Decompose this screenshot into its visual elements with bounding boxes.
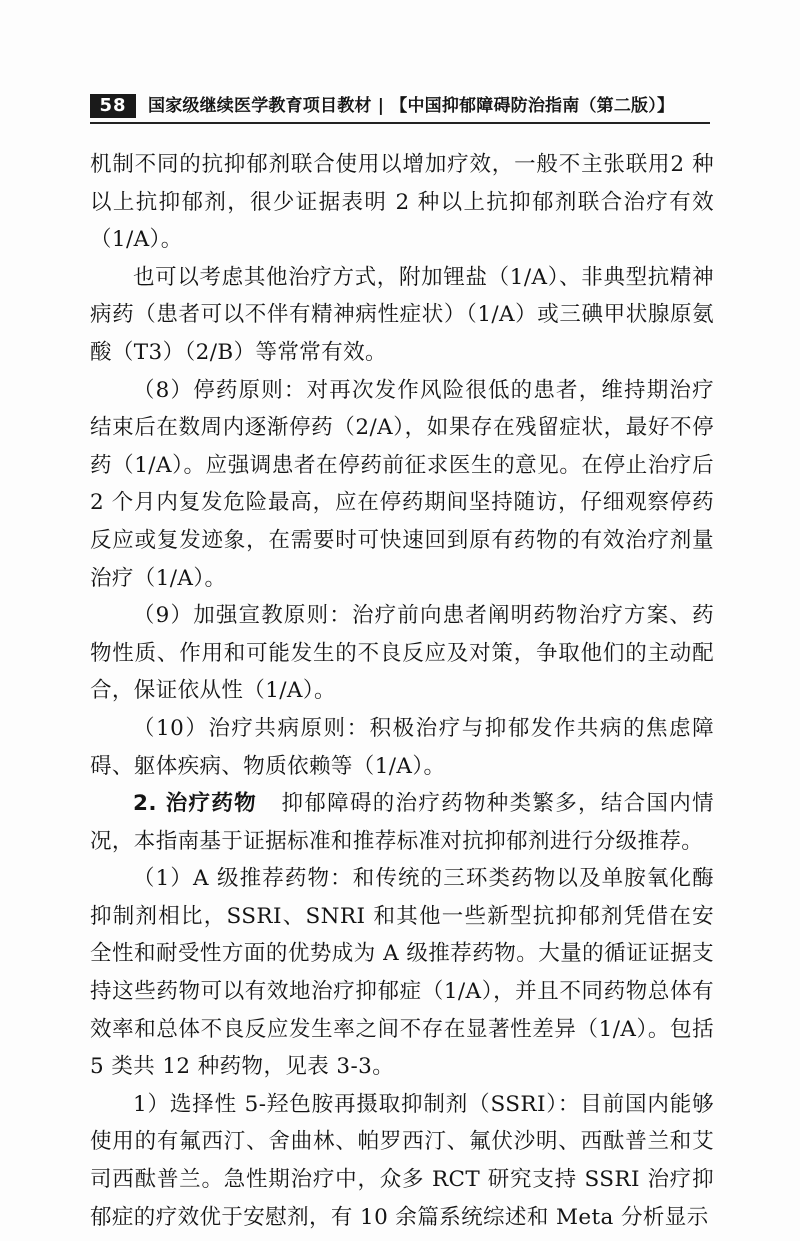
paragraph-2-text: 也可以考虑其他治疗方式，附加锂盐（1/A）、非典型抗精神病药（患者可以不伴有精神病性症状）（1/A）或三碘甲状腺原氨酸（T3）（2/B）等常常有效。 xyxy=(90,264,714,365)
paragraph-1 xyxy=(90,146,714,259)
paragraph-4 xyxy=(90,597,714,710)
paragraph-5-text: （10）治疗共病原则：积极治疗与抑郁发作共病的焦虑障碍、躯体疾病、物质依赖等（1/A）。 xyxy=(90,715,714,779)
paragraph-6-text: 抑郁障碍的治疗药物种类繁多，结合国内情况，本指南基于证据标准和推荐标准对抗抑郁剂进行分级推荐。 xyxy=(90,791,714,854)
paragraph-1-text: 机制不同的抗抑郁剂联合使用以增加疗效，一般不主张联用2 种以上抗抑郁剂，很少证据表明 2 种以上抗抑郁剂联合治疗有效（1/A）。 xyxy=(90,152,714,253)
page-number-badge: 58 xyxy=(90,94,136,118)
paragraph-7-text: （1）A 级推荐药物：和传统的三环类药物以及单胺氧化酶抑制剂相比，SSRI、SNRI 和其他一些新型抗抑郁剂凭借在安全性和耐受性方面的优势成为 A 级推荐药物。大量的循证证据支持这些药物可以有效地治疗抑郁症（1/A），并且不同药物总体有效率和总体不良反应发生率之间不存在显著性差异（1/A）。包括 5 类共 12 种药物，见表 3-3。 xyxy=(90,866,714,1080)
paragraph-8-text: 1）选择性 5-羟色胺再摄取抑制剂（SSRI）：目前国内能够使用的有氟西汀、舍曲林、帕罗西汀、氟伏沙明、西酞普兰和艾司西酞普兰。急性期治疗中，众多 RCT 研究支持 SSRI 治疗抑郁症的疗效优于安慰剂，有 10 余篇系统综述和 Meta 分析显示 xyxy=(90,1091,714,1230)
paragraph-2 xyxy=(90,259,714,372)
paragraph-7 xyxy=(90,860,714,1086)
paragraph-8 xyxy=(90,1086,714,1236)
paragraph-3 xyxy=(90,372,714,598)
running-header-title: 国家级继续医学教育项目教材 | 【中国抑郁障碍防治指南（第二版）】 xyxy=(148,96,675,116)
header-rule xyxy=(90,122,710,124)
paragraph-5 xyxy=(90,710,714,785)
paragraph-3-text: （8）停药原则：对再次发作风险很低的患者，维持期治疗结束后在数周内逐渐停药（2/A），如果存在残留症状，最好不停药（1/A）。应强调患者在停药前征求医生的意见。在停止治疗后 2 个月内复发危险最高，应在停药期间坚持随访，仔细观察停药反应或复发迹象，在需要时可快速回到原有药物的有效治疗剂量治疗（1/A）。 xyxy=(90,377,714,591)
paragraph-6 xyxy=(90,785,714,860)
section-heading-treatment-drugs: 2. 治疗药物 xyxy=(133,791,257,817)
paragraph-4-text: （9）加强宣教原则：治疗前向患者阐明药物治疗方案、药物性质、作用和可能发生的不良反应及对策，争取他们的主动配合，保证依从性（1/A）。 xyxy=(90,603,714,704)
page-header xyxy=(90,94,710,124)
body-text xyxy=(90,146,714,1236)
